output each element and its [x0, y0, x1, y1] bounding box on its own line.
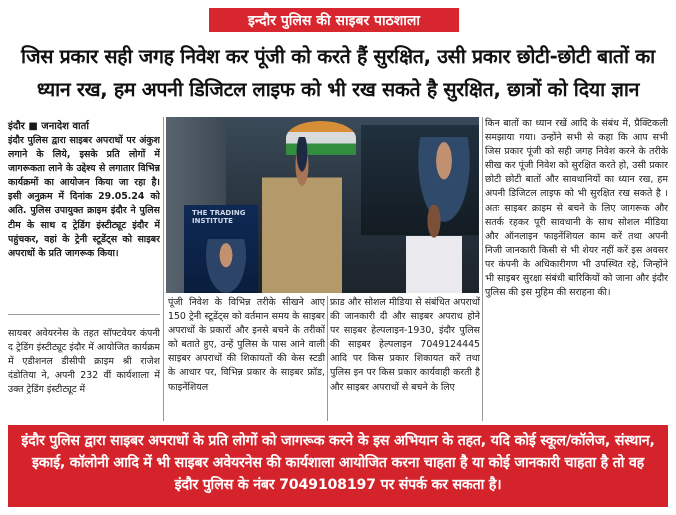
section-banner: इन्दौर पुलिस की साइबर पाठशाला — [209, 8, 459, 32]
column-rule — [327, 296, 328, 421]
photo-seated-attendee — [406, 205, 462, 293]
headline: जिस प्रकार सही जगह निवेश कर पूंजी को करते हैं सुरक्षित, उसी प्रकार छोटी-छोटी बातों का ध्यान रख, हम अपनी डिजिटल लाइफ को भी रख सकते है सुरक्षित, छात्रों को दिया ज्ञान — [21, 45, 655, 101]
photo-standee-label: THE TRADING INSTITUTE — [192, 209, 246, 225]
column-rule — [482, 117, 483, 421]
photo-speaking-officer — [262, 137, 342, 293]
column-rule — [163, 117, 164, 421]
paragraph-2: सायबर अवेयरनेस के तहत सॉफ्टवेयर कंपनी द ट्रेडिंग इंस्टीट्यूट इंदौर में आयोजित कार्यक्रम में एडीशनल डीसीपी क्राइम श्री राजेश दंडोतिया ने, अपनी 232 वीं कार्यशाला में उक्त ट्रेडिंग इंस्टीट्यूट में — [8, 328, 160, 396]
paragraph-3: पूंजी निवेश के विभिन्न तरीके सीखने आए 150 ट्रेनी स्टूडेंट्स को वर्तमान समय के साइबर अपराधों के प्रकारों और इनसे बचने के तरीकों को बताते हुए, उन्हें पुलिस के पास आने वाली साइबर अपराधों की शिकायतों की केस स्टडी के आधार पर, विभिन्न प्रकार के साइबर फ्रॉड, फाइनेंशियल — [168, 297, 325, 393]
paragraph-4: फ्राड और सोशल मीडिया से संबंधित अपराधों की जानकारी दी और साइबर अपराध होने पर साइबर हेल्पलाइन-1930, इंदौर पुलिस की साइबर हेल्पलाइन 7049124445 आदि पर किस प्रकार शिकायत करें तथा पुलिस इन पर किस प्रकार कार्यवाही करती है और साइबर अपराधों से बचने के लिए — [330, 297, 480, 393]
footer-notice: इंदौर पुलिस द्वारा साइबर अपराधों के प्रति लोगों को जागरूक करने के इस अभियान के तहत, यदि कोई स्कूल/कॉलेज, संस्थान, इकाई, कॉलोनी आदि में भी साइबर अवेयरनेस की कार्यशाला आयोजित करना चाहता है या कोई जानकारी चाहता है तो वह इंदौर पुलिस के नंबर 7049108197 पर संपर्क कर सकता है। — [8, 425, 668, 507]
photo-standee-figure — [206, 239, 246, 293]
byline — [8, 117, 160, 133]
paragraph-5: किन बातों का ध्यान रखें आदि के संबंध में, प्रैक्टिकली समझाया गया। उन्होंने सभी से कहा कि आप सभी जिस प्रकार पूंजी को सही जगह निवेश करने के तरीके सीख कर पूंजी निवेश को सुरक्षित करते हो, उसी प्रकार छोटी छोटी बातों और सावधानियों का ध्यान रख, हम अपनी डिजिटल लाइफ को भी सुरक्षित रख सकते है । अतः साइबर क्राइम से बचने के लिए जागरूक और सतर्क रहकर पूरी सावधानी के साथ सोशल मीडिया और ऑनलाइन फाइनेंशियल काम करें तथा अपनी निजी जानकारी किसी से भी शेयर नहीं करें इस अवसर पर कंपनी के अधिकारीगण भी उपस्थित रहे, जिन्होंने भी साइबर सुरक्षा संबंधी बारिकियों को जाना और इंदौर पुलिस की इस मुहिम की सराहना की। — [485, 118, 668, 299]
byline-text: इंदौर ■ जनादेश वार्ता — [8, 121, 89, 132]
column-divider — [8, 314, 160, 315]
lead-paragraph: इंदौर पुलिस द्वारा साइबर अपराधों पर अंकुश लगाने के लिये, इसके प्रति लोगों में जागरूकता लाने के उद्देश्य से लगातार विभिन्न कार्यक्रमों का आयोजन किया जा रहा है। इसी अनुक्रम में दिनांक 29.05.24 को अति. पुलिस उपायुक्त क्राइम इंदौर ने पुलिस टीम के साथ द ट्रेडिंग इंस्टीट्यूट इंदौर में पहुंचकर, वहां के ट्रेनी स्टूडेंट्स को साइबर अपराधों के प्रति जागरूक किया। — [8, 135, 160, 259]
event-photo — [166, 117, 479, 293]
